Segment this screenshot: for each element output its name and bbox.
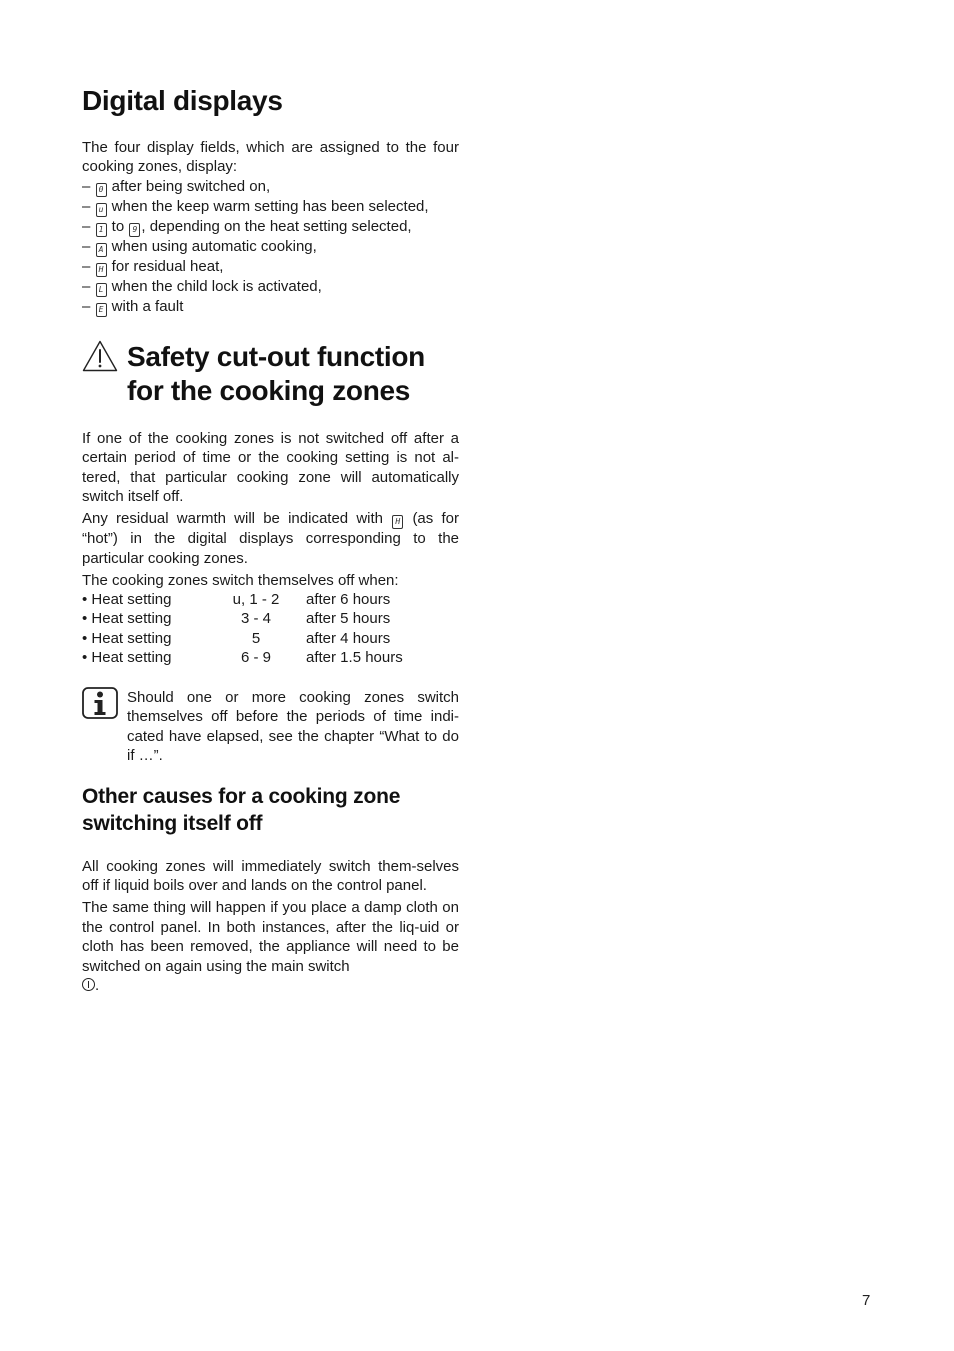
paragraph-text: The same thing will happen if you place a damp cloth on the control panel. In both instances, after the liq-uid or cloth has been removed, the appliance will need to be switched on again using the main switch — [82, 899, 459, 975]
list-item-text: when the keep warm setting has been selected, — [107, 197, 429, 215]
list-item: – u when the keep warm setting has been selected, — [82, 197, 429, 215]
table-cell-label: • Heat setting — [82, 629, 172, 647]
safety-cutout-heading — [127, 340, 467, 408]
display-symbol: E — [96, 303, 107, 317]
heading-line: switching itself off — [82, 812, 263, 835]
safety-paragraph-2 — [82, 509, 459, 568]
paragraph-text: (as for “hot”) in the digital displays corresponding to the particular cooking zones. — [82, 510, 459, 567]
list-item: – E with a fault — [82, 297, 184, 315]
table-cell-label: • Heat setting — [82, 649, 172, 667]
table-cell-label: • Heat setting — [82, 610, 172, 628]
table-cell-setting: 5 — [251, 629, 261, 647]
table-cell-setting: 6 - 9 — [240, 649, 271, 667]
list-item: – L when the child lock is activated, — [82, 277, 322, 295]
heading-line: Other causes for a cooking zone — [82, 785, 401, 808]
table-row — [82, 629, 403, 648]
list-item-text: to — [107, 217, 129, 235]
display-symbol: L — [96, 283, 107, 297]
table-cell-time: after 5 hours — [306, 610, 391, 628]
safety-paragraph-1: If one of the cooking zones is not switched off after a certain period of time or the cooking setting is not al-tered, that particular cooking zone will automatically switch itself off. — [82, 430, 459, 506]
list-item-text: , depending on the heat setting selected, — [141, 217, 412, 235]
list-item-text: after being switched on, — [107, 177, 271, 195]
info-icon — [82, 687, 118, 719]
other-causes-paragraph-1: All cooking zones will immediately switch them-selves off if liquid boils over and lands on the control panel. — [82, 858, 459, 895]
display-symbol: 1 — [96, 223, 107, 237]
other-causes-paragraph-2 — [82, 898, 459, 995]
table-cell-label: • Heat setting — [82, 591, 172, 609]
list-item-text: when using automatic cooking, — [107, 237, 317, 255]
heading-line: for the cooking zones — [127, 375, 411, 406]
display-symbol: H — [392, 515, 403, 529]
heading-line: Safety cut-out function — [127, 341, 425, 372]
page-number: 7 — [862, 1292, 871, 1309]
table-cell-time: after 6 hours — [306, 591, 391, 609]
safety-paragraph-3: The cooking zones switch themselves off when: — [82, 571, 399, 589]
heat-setting-table — [82, 590, 403, 668]
other-causes-heading — [82, 783, 459, 837]
list-item-text: for residual heat, — [107, 257, 224, 275]
table-row — [82, 590, 403, 609]
display-symbol: 9 — [129, 223, 140, 237]
display-symbol: H — [96, 263, 107, 277]
list-item-text: when the child lock is activated, — [107, 277, 322, 295]
digital-displays-intro: The four display fields, which are assigned to the four cooking zones, display: — [82, 139, 459, 176]
list-item: – 1 to 9 , depending on the heat setting selected, — [82, 217, 412, 235]
other-causes-section — [82, 783, 459, 995]
list-item-text: with a fault — [107, 297, 184, 315]
display-symbol: u — [96, 203, 107, 217]
list-item: – A when using automatic cooking, — [82, 237, 317, 255]
list-item: – 0 after being switched on, — [82, 177, 271, 195]
display-symbol-list — [82, 177, 459, 317]
warning-triangle-icon — [82, 340, 118, 372]
table-cell-time: after 4 hours — [306, 629, 391, 647]
digital-displays-heading: Digital displays — [82, 85, 283, 116]
table-row — [82, 609, 403, 628]
table-cell-setting: 3 - 4 — [240, 610, 271, 628]
display-symbol: 0 — [96, 183, 107, 197]
display-symbol: A — [96, 243, 107, 257]
digital-displays-section — [82, 84, 459, 317]
info-note: Should one or more cooking zones switch themselves off before the periods of time indi-cated have elapsed, see the chapter “What to do if …”. — [127, 689, 459, 765]
paragraph-text: . — [95, 977, 100, 995]
paragraph-text: Any residual warmth will be indicated with — [82, 510, 392, 528]
table-cell-setting: u, 1 - 2 — [232, 591, 280, 609]
list-item: – H for residual heat, — [82, 257, 224, 275]
safety-cutout-body — [82, 429, 459, 668]
table-cell-time: after 1.5 hours — [306, 649, 403, 667]
table-row — [82, 648, 403, 667]
power-switch-icon — [82, 978, 95, 991]
